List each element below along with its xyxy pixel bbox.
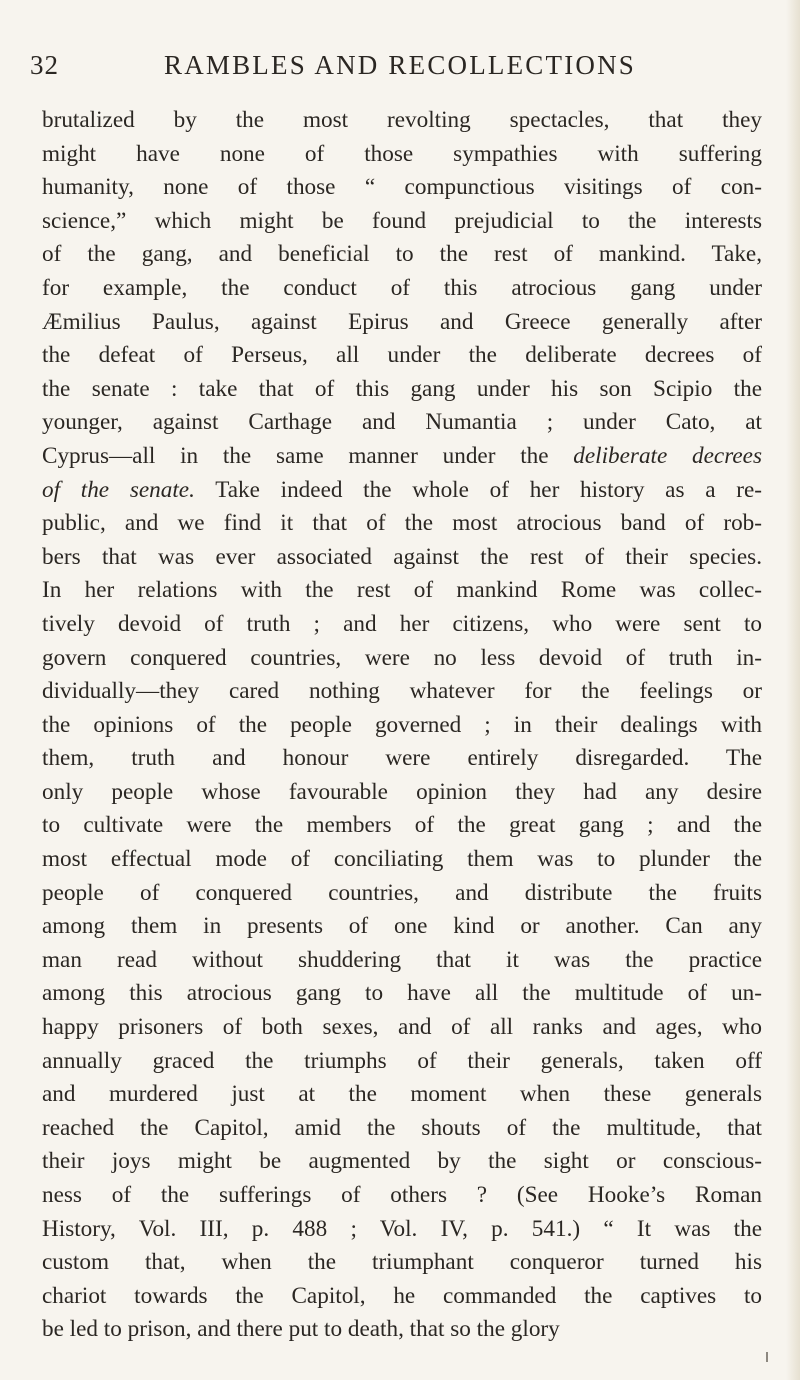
text-line (42, 1179, 762, 1213)
line-text: Æmilius Paulus, against Epirus and Greece generally after (42, 308, 762, 335)
text-line (42, 205, 762, 239)
line-text: chariot towards the Capitol, he commanded the captives to (42, 1282, 762, 1309)
text-line (42, 507, 762, 541)
page-number: 32 (30, 50, 59, 80)
line-text: of the gang, and beneficial to the rest of mankind. Take, (42, 241, 762, 268)
text-line (42, 1313, 762, 1347)
text-line (42, 138, 762, 172)
text-line (42, 809, 762, 843)
text-line (42, 104, 762, 138)
line-text: among this atrocious gang to have all the multitude of un- (42, 980, 762, 1007)
text-line (42, 238, 762, 272)
line-text: might have none of those sympathies with suffering (42, 140, 762, 167)
line-text: only people whose favourable opinion they had any desire (42, 778, 762, 805)
line-text: ness of the sufferings of others ? (See Hooke’s Roman (42, 1182, 762, 1208)
text-line (42, 1145, 762, 1179)
running-head (30, 50, 770, 90)
line-text: In her relations with the rest of mankind Rome was collec- (42, 577, 762, 604)
text-line (42, 742, 762, 776)
line-text: happy prisoners of both sexes, and of all ranks and ages, who (42, 1014, 762, 1041)
text-line (42, 171, 762, 205)
italic-text: deliberate decrees (573, 442, 762, 469)
text-line (42, 1246, 762, 1280)
page-edge-shadow (786, 0, 800, 1380)
text-line (42, 474, 762, 508)
line-text: reached the Capitol, amid the shouts of the multitude, that (42, 1114, 762, 1141)
text-line (42, 608, 762, 642)
line-text: be led to prison, and there put to death, that so the glory (42, 1316, 560, 1343)
line-text: brutalized by the most revolting spectacles, that they (42, 107, 762, 133)
line-text: science,” which might be found prejudicial to the interests (42, 207, 762, 234)
line-text: the senate : take that of this gang under his son Scipio the (42, 375, 762, 402)
line-text: Cyprus—all in the same manner under the (42, 442, 574, 469)
text-line (42, 1078, 762, 1112)
text-line (42, 440, 762, 474)
line-text: humanity, none of those “ compunctious visitings of con- (42, 174, 762, 201)
line-text: man read without shuddering that it was the practice (42, 946, 762, 973)
line-text: bers that was ever associated against the rest of their species. (42, 543, 762, 570)
line-text: and murdered just at the moment when these generals (42, 1081, 762, 1108)
line-text: tively devoid of truth ; and her citizens, who were sent to (42, 610, 762, 637)
text-line (42, 373, 762, 407)
line-text: Take indeed the whole of her history as a re- (194, 476, 762, 503)
line-text: the defeat of Perseus, all under the deliberate decrees of (42, 342, 762, 369)
text-line (42, 272, 762, 306)
line-text: annually graced the triumphs of their generals, taken off (42, 1047, 762, 1074)
text-line (42, 1045, 762, 1079)
line-text: to cultivate were the members of the great gang ; and the (42, 812, 762, 839)
text-line (42, 1112, 762, 1146)
text-line (42, 574, 762, 608)
running-title: RAMBLES AND RECOLLECTIONS (163, 50, 637, 80)
text-line (42, 1213, 762, 1247)
text-line (42, 339, 762, 373)
text-line (42, 1011, 762, 1045)
line-text: History, Vol. III, p. 488 ; Vol. IV, p. 541.) “ It was the (42, 1215, 762, 1242)
body-text (42, 104, 762, 1347)
text-line (42, 406, 762, 440)
line-text: younger, against Carthage and Numantia ; under Cato, at (42, 409, 762, 436)
line-text: dividually—they cared nothing whatever for the feelings or (42, 678, 762, 705)
text-line (42, 877, 762, 911)
line-text: their joys might be augmented by the sight or conscious- (42, 1148, 762, 1175)
line-text: govern conquered countries, were no less devoid of truth in- (42, 644, 762, 671)
text-line (42, 642, 762, 676)
line-text: among them in presents of one kind or another. Can any (42, 913, 762, 940)
text-line (42, 541, 762, 575)
line-text: people of conquered countries, and distribute the fruits (42, 879, 762, 906)
text-line (42, 843, 762, 877)
text-line (42, 977, 762, 1011)
text-line (42, 1280, 762, 1314)
line-text: most effectual mode of conciliating them was to plunder the (42, 846, 762, 873)
text-line (42, 776, 762, 810)
text-line (42, 675, 762, 709)
line-text: custom that, when the triumphant conqueror turned his (42, 1249, 762, 1276)
text-line (42, 910, 762, 944)
line-text: them, truth and honour were entirely disregarded. The (42, 745, 762, 772)
line-text: the opinions of the people governed ; in their dealings with (42, 711, 762, 738)
line-text: for example, the conduct of this atrocious gang under (42, 274, 762, 301)
line-text: public, and we find it that of the most atrocious band of rob- (42, 510, 762, 537)
text-line (42, 709, 762, 743)
margin-mark (766, 1352, 768, 1362)
italic-text: of the senate. (42, 476, 195, 503)
text-line (42, 306, 762, 340)
text-line (42, 944, 762, 978)
